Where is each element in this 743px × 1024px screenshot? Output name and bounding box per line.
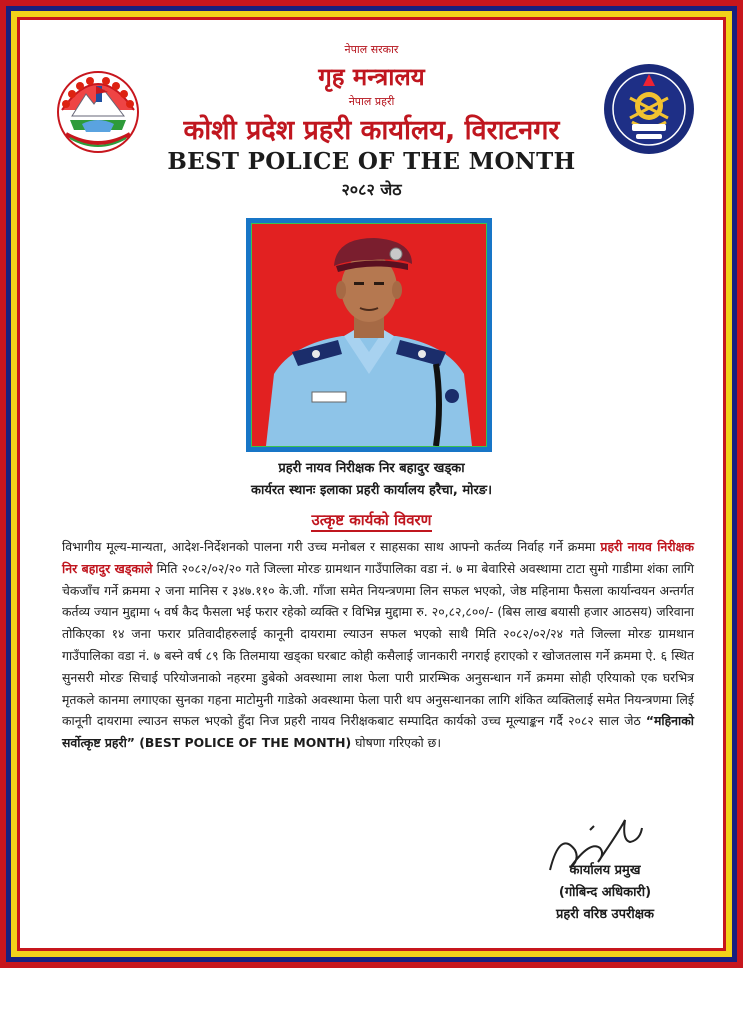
certificate-page [30,30,713,938]
desc-award-title: “महिनाको सर्वोत्कृष्ट प्रहरी” (BEST POLICE OF THE MONTH) [62,713,694,751]
header-office: कोशी प्रदेश प्रहरी कार्यालय, विराटनगर [183,115,560,146]
award-title: BEST POLICE OF THE MONTH [167,148,576,175]
award-period: २०८२ जेठ [341,180,402,199]
header-police: नेपाल प्रहरी [348,95,395,108]
signatory-name: (गोबिन्द अधिकारी) [558,885,652,900]
signatory-role: कार्यालय प्रमुख [569,863,641,878]
officer-name: प्रहरी नायव निरीक्षक निर बहादुर खड्का [278,461,465,476]
officer-photo-frame [246,218,492,452]
desc-part-3: घोषणा गरिएको छ। [351,735,442,751]
signatory-rank: प्रहरी वरिष्ठ उपरीक्षक [555,907,655,922]
officer-posting: कार्यरत स्थानः इलाका प्रहरी कार्यालय हरैचा, मोरङ। [250,483,493,498]
desc-part-1: विभागीय मूल्य-मान्यता, आदेश-निर्देशनको पालना गरी उच्च मनोबल र साहसका साथ आफ्नो कर्तव्य निर्वाह गर्ने क्रममा [62,539,601,554]
officer-photo [252,224,486,446]
section-title-text: उत्कृष्ट कार्यको विवरण [311,511,431,532]
header-ministry: गृह मन्त्रालय [318,63,425,91]
desc-part-2: मिति २०८२/०२/२० गते जिल्ला मोरङ ग्रामथान गाउँपालिका वडा नं. ७ मा बेवारिसे अवस्थामा टाटा सुमो गाडीमा शंका लागि चेकजाँच गर्ने क्रममा २ जना मानिस र ३४७.११० के.जी. गाँजा समेत नियन्त्रणमा लिन सफल भएको, जेष्ठ महिनामा फैसला कार्यान्वयन अन्तर्गत कर्तव्य ज्यान मुद्दामा ५ वर्ष कैद फैसला भई फरार रहेको व्यक्ति र विभिन्न मुद्दामा रु. २०,८२,८००/- (बिस लाख बयासी हजार आठसय) जरिवाना तोकिएका १४ जना फरार प्रतिवादीहरुलाई कानूनी दायरामा ल्याउन सफल भएको साथै मिति २०८२/०२/२४ गते जिल्ला मोरङ ग्रामथान गाउँपालिका वडा नं. ७ बस्ने वर्ष ८९ कि तिलमाया खड्का घरबाट कोही कसैलाई जानकारी नगराई हराएको र खोजतलास गर्ने क्रममा ऐ. ६ स्थित सुनसरी मोरङ सिचाई परियोजनाको नहरमा डुबेको अवस्थामा लाश फेला पारी प्रारम्भिक अनुसन्धान गर्ने क्रममा सोही एरियाको एक घरभित्र मृतकले कानमा लगाएका सुनका गहना माटोमुनी गाडेको अवस्थामा फेला पारी थप अनुसन्धानका लागि शंकित व्यक्तिलाई समेत नियन्त्रणमा लिई कानूनी दायरामा ल्याउन सफल भएको हुँदा निज प्रहरी नायव निरीक्षकबाट सम्पादित कार्यको उच्च मूल्याङ्कन गर्दै २०८२ साल जेठ [62,560,694,729]
description-paragraph [62,536,694,754]
desc-officer-name: प्रहरी नायव निरीक्षक निर बहादुर खड्काले [62,539,694,576]
officer-portrait-icon [252,224,486,446]
section-title [30,510,713,530]
header-government: नेपाल सरकार [344,43,399,56]
